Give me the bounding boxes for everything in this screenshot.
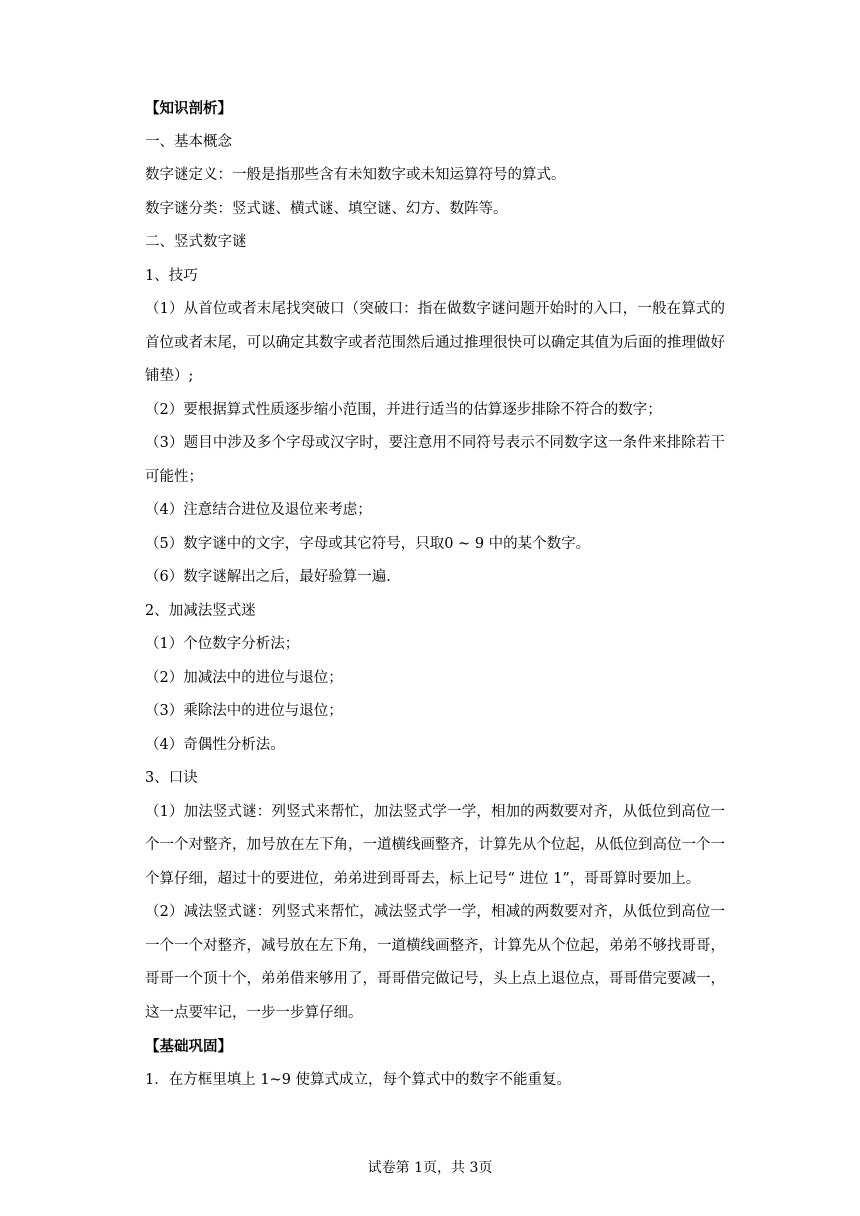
skill-item-2: （2）要根据算式性质逐步缩小范围，并进行适当的估算逐步排除不符合的数字； (145, 401, 662, 418)
section-title-basic-practice: 【基础巩固】 (145, 1038, 232, 1055)
skill-item-6: （6）数字谜解出之后，最好验算一遍. (145, 569, 391, 585)
skill-item-3: （3）题目中涉及多个字母或汉字时，要注意用不同符号表示不同数字这一条件来排除若干可能性； (145, 435, 725, 485)
method-item-2: （2）加减法中的进位与退位； (145, 669, 343, 686)
heading-vertical-puzzles: 二、竖式数字谜 (145, 234, 247, 250)
heading-basic-concepts: 一、基本概念 (145, 133, 232, 150)
section-title-knowledge: 【知识剖析】 (145, 100, 232, 117)
classification-text: 数字谜分类：竖式谜、横式谜、填空谜、幻方、数阵等。 (145, 200, 508, 217)
skill-item-1: （1）从首位或者末尾找突破口（突破口：指在做数字谜问题开始时的入口，一般在算式的首位或者末尾，可以确定其数字或者范围然后通过推理很快可以确定其值为后面的推理做好铺垫）; (145, 301, 725, 384)
skill-item-4: （4）注意结合进位及退位来考虑； (145, 502, 372, 518)
method-item-1: （1）个位数字分析法； (145, 636, 300, 652)
definition-text: 数字谜定义：一般是指那些含有未知数字或未知运算符号的算式。 (145, 167, 566, 183)
heading-skills: 1、技巧 (145, 267, 198, 284)
page-footer: 试卷第 1页，共 3页 (367, 1160, 493, 1176)
rhyme-subtraction: （2）减法竖式谜：列竖式来帮忙，减法竖式学一学，相减的两数要对齐，从低位到高位一一个一个对整齐，减号放在左下角，一道横线画整齐，计算先从个位起，弟弟不够找哥哥，哥哥一个顶十个，弟弟借来够用了，哥哥借完做记号，头上点上退位点，哥哥借完要减一，这一点要牢记，一步一步算仔细。 (145, 904, 725, 1021)
heading-add-sub: 2、加减法竖式迷 (145, 602, 256, 619)
rhyme-addition: （1）加法竖式谜：列竖式来帮忙，加法竖式学一学，相加的两数要对齐，从低位到高位一个一个对整齐，加号放在左下角，一道横线画整齐，计算先从个位起，从低位到高位一个一个算仔细，超过十的要进位，弟弟进到哥哥去，标上记号“ 进位 1”，哥哥算时要加上。 (145, 803, 725, 887)
document-body (145, 92, 725, 1097)
heading-rhyme: 3、口诀 (145, 770, 198, 786)
method-item-4: （4）奇偶性分析法。 (145, 736, 285, 753)
skill-item-5: （5）数字谜中的文字，字母或其它符号，只取0 ~ 9 中的某个数字。 (145, 535, 591, 552)
question-1: 1．在方框里填上 1~9 使算式成立，每个算式中的数字不能重复。 (145, 1071, 572, 1088)
method-item-3: （3）乘除法中的进位与退位； (145, 703, 343, 719)
